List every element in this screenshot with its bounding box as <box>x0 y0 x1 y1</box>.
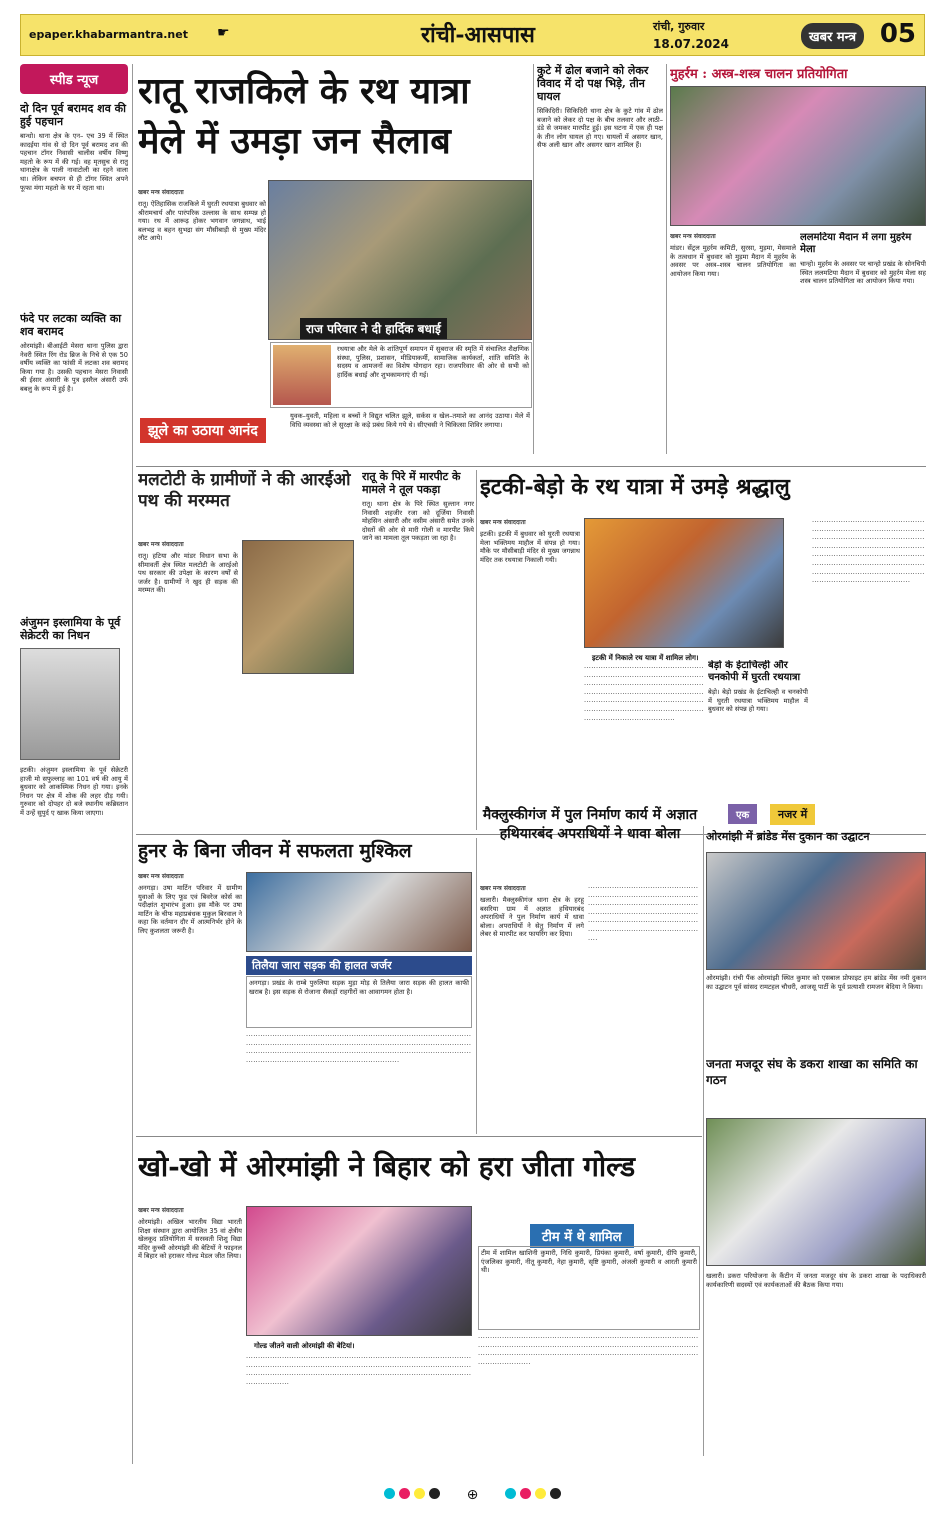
hunar-headline-block <box>138 838 474 872</box>
story-body: रातू। हटिया और मांडर विधान सभा के सीमावर्ती क्षेत्र स्थित मलटोटी के आरईओ पथ सरकार की उपेक्षा के कारण वर्षों से जर्जर है। ग्रामीणों ने खुद ही सड़क की मरम्मत की। <box>138 552 238 595</box>
muharram-block <box>670 64 926 84</box>
ad-portrait <box>273 345 331 405</box>
dhol-story <box>537 64 663 460</box>
muharram-side <box>800 232 926 460</box>
union-body: खलारी। डकरा परियोजना के कैंटीन में जनता मजदूर संघ के डकरा शाखा के पदाधिकारी कार्यकारिणी सदस्यों एवं कार्यकताओं की बैठक किया गया। <box>706 1272 926 1289</box>
story-body: बान्धो। थाना क्षेत्र के एन– एच 39 में स्थित कादईया गांव से दो दिन पूर्व बरामद शव की पहचान टॉगर निवासी चालीस वर्षीय विष्णु महतो के रूप में की गई। वह मृतसुच से रातु थानाक्षेत्र के पाली नावाटोली का रहने वाला था। लेकिन बचपन से ही टॉगर स्थित अपने फूफा मंगा महतो के घर में रहता था। <box>20 132 128 192</box>
union-photo <box>706 1118 926 1266</box>
page-number: 05 <box>879 19 916 49</box>
story-body: बेड़ो। बेड़ो प्रखंड के ईटाचिल्ही व चनकोपी में घुरती रथयात्रा भक्तिमय माहौल में बुधवार को संपन्न हो गया। <box>708 688 808 714</box>
story-body: रातू। ऐतिहासिक राजकिले में घुरती रथयात्रा बुधवार को श्रीरामचार्य और पारंपरिक उल्लास के साथ सम्पन्न हो गया। रथ में आरूढ़ होकर भगवान जगन्नाथ, भाई बलभद्र व बहन सुभद्रा संग मौसीबाड़ी से मुख्य मंदिर लौट आये। <box>138 200 266 243</box>
byline: खबर मन्त्र संवाददाता <box>480 519 526 526</box>
itki-story-right: ·················································································································································································································································································································································································· <box>812 518 925 587</box>
ad-text: रथयात्रा और मेले के शांतिपूर्ण समापन में सुबराज की स्मृति में संचालित शैक्षणिक संस्था, पुलिस, प्रशासन, मीडियाकर्मी, सामाजिक कार्यकर्ता, शांति समिति के सदस्य व आमजनों का विशेष योगदान रहा। राजपरिवार की ओर से सभी को हार्दिक बधाई और शुभकामनाएं दी गई। <box>337 345 529 379</box>
byline: खबर मन्त्र संवाददाता <box>138 1207 184 1214</box>
team-title: टीम में थे शामिल <box>530 1224 634 1248</box>
main-headline[interactable]: रातू राजकिले के रथ यात्रा मेले में उमड़ा जन सैलाब <box>138 70 470 162</box>
photo-caption: राज परिवार ने दी हार्दिक बधाई <box>300 318 447 339</box>
byline: खबर मन्त्र संवाददाता <box>138 541 184 548</box>
team-box <box>478 1246 700 1330</box>
greeting-ad <box>270 342 532 408</box>
shop-body: ओरमांझी। रांची पैंक ओरमांझी स्थित कुमार को एसबाल प्रोफाइट हम ब्रांडेड मेंस नमी दुकान का उद्घाटन पूर्व सांसद रामटहल चौधरी, आजसू पार्टी के पूर्व प्रत्याशी रामजन बेदिया ने किया। <box>706 974 926 991</box>
road-caption: तिलैया जारा सड़क की हालत जर्जर <box>246 956 472 975</box>
road-inset <box>246 976 472 1028</box>
story-headline: अंजुमन इस्लामिया के पूर्व सेक्रेटरी का निधन <box>20 616 121 642</box>
training-photo <box>246 872 472 952</box>
left-column <box>20 64 128 1464</box>
nazar-tag: नजर में <box>770 804 815 825</box>
print-registration-marks: ⊕ <box>20 1484 925 1504</box>
byline: खबर मन्त्र संवाददाता <box>138 873 184 880</box>
photo-caption: गोल्ड जीतने वाली ओरमांझी की बेटियां। <box>254 1342 355 1350</box>
swing-caption: झूले का उठाया आनंद <box>140 418 266 443</box>
story-headline: ललमटिया मैदान में लगा मुहर्रम मेला <box>800 232 912 255</box>
section-title: रांची-आसपास <box>421 22 535 48</box>
story-headline[interactable]: हुनर के बिना जीवन में सफलता मुश्किल <box>138 840 412 862</box>
story-body: ओरमांझी। बीआईटी मेसरा थाना पुलिस द्वारा नेवरी स्थित रिंग रोड ब्रिज के निचे से एक 50 वर्षीय व्यक्ति का फांसी में लटका शव बरामद किया गया है। उसकी पहचान मेसरा निवासी श्री ईसार अंसारी के पुत्र इसरैल अंसारी उर्फ बबलु के रूप में हुई है। <box>20 342 128 393</box>
story-body: सिकिदिरी। सिकिदिरी थाना क्षेत्र के कुटे गांव में ढोल बजाने को लेकर दो पक्ष के बीच तलवार और लाठी–डंडे से जमकर मारपीट हुई। इस घटना में एक ही पक्ष के तीन लोग घायल हो गए। घायलों में असगर खान, सैफ अली खान और असगर खान शामिल हैं। <box>537 107 663 150</box>
team-body: टीम में शामिल खाशिनी कुमारी, निधि कुमारी, प्रियंका कुमारी, वर्षा कुमारी, दीपि कुमारी, एंजलिका कुमारी, नीतू कुमारी, नेहा कुमारी, सृष्टि कुमारी, अंजली कुमारी व आरती कुमारी थी। <box>481 1249 697 1275</box>
story-body: इटकी। इटकी में बुधवार को घुरती रथयात्रा मेला भक्तिमय माहौल में संपन्न हो गया। मौके पर मौसीबाड़ी मंदिर से मुख्य जगन्नाथ मंदिर तक रथयात्रा निकाली गयी। <box>480 530 580 564</box>
mcluskie-headline-block <box>480 806 700 878</box>
byline: खबर मन्त्र संवाददाता <box>138 189 184 196</box>
byline: खबर मन्त्र संवाददाता <box>480 885 526 892</box>
maltoti-story <box>138 540 238 830</box>
mcluskie-story <box>480 884 584 1132</box>
story-headline[interactable]: जनता मजदूर संघ के डकरा शाखा का समिति का गठन <box>706 1057 918 1087</box>
story-body: इटकी। अंजुमन इस्लामिया के पूर्व सेक्रेटरी हाजी मो सफुल्लाह का 101 वर्ष की आयु में बुधवार को आकस्मिक निधन हो गया। इनके निधन पर क्षेत्र में शोक की लहर दौड़ गयी। गुरुवार को दोपहर दो बजे स्थानीय कब्रिस्तान में उन्हें सुपुर्द ए खाक किया जाएगा। <box>20 766 128 817</box>
story-headline: कुटे में ढोल बजाने को लेकर विवाद में दो पक्ष भिड़े, तीन घायल <box>537 64 649 103</box>
khokho-story-cont: ············································································································································································································································································································ <box>246 1354 472 1388</box>
story-body: रातू। थाना क्षेत्र के पिरे स्थित सुल्तान नगर निवासी शहजीर रजा को दूर्जिया निवासी मोहसिन अंसारी और वसीम अंसारी समेत उनके दोस्तों की ओर से मारी गोली व मारपीट किये जाने का मामला तूल पकड़ता जा रहा है। <box>362 500 474 543</box>
shop-photo <box>706 852 926 970</box>
story-body: चान्हो। मुहर्रम के अवसर पर चान्हो प्रखंड के सोनचिपी स्थित ललमटिया मैदान में बुधवार को मुहर्रम मेला सह शस्त्र चालन प्रतियोगिता का आयोजन किया गया। <box>800 260 926 286</box>
masthead-bar <box>20 14 925 56</box>
itki-headline-block <box>480 472 926 516</box>
itki-story <box>480 518 580 828</box>
main-headline-block <box>138 66 528 184</box>
mcluskie-story-cont: ························································································································································································································································································ <box>588 884 699 944</box>
story-headline[interactable]: मलटोटी के ग्रामीणों ने की आरईओ पथ की मरम्मत <box>138 470 351 511</box>
story-body: खलारी। मैक्लुस्कीगंज थाना क्षेत्र के हरहू बसरिया ग्राम में अज्ञात हथियारबंद अपराधियों ने पुल निर्माण कार्य में धावा बोला। अपराधियों ने सेतु निर्माण में लगे लेबर से मारपीट कर फायरिंग कर दिया। <box>480 896 584 939</box>
main-story-text <box>138 188 266 428</box>
story-headline[interactable]: इटकी-बेड़ो के रथ यात्रा में उमड़े श्रद्धालु <box>480 474 790 500</box>
story-headline: मुहर्रम : अस्त्र-शस्त्र चालन प्रतियोगिता <box>670 67 848 82</box>
inset-body: अनगड़ा। प्रखंड के राम्बे पुरुलिया सड़क मुड़ा मोड़ से तिलैया जारा सड़क की हालत काफी खराब है। इस सड़क से रोजाना सैकड़ों राहगीरों का आवागमन होता है। <box>249 979 469 996</box>
union-headline <box>706 1056 926 1112</box>
muharram-photo <box>670 86 926 226</box>
story-headline: रातू के पिरे में मारपीट के मामले ने तूल पकड़ा <box>362 470 461 496</box>
site-url[interactable]: epaper.khabarmantra.net <box>29 28 188 41</box>
khokho-photo <box>246 1206 472 1336</box>
itki-rath-photo <box>584 518 784 648</box>
story-headline[interactable]: खो-खो में ओरमांझी ने बिहार को हरा जीता गोल्ड <box>138 1150 636 1183</box>
story-headline[interactable]: मैक्लुस्कीगंज में पुल निर्माण कार्य में अज्ञात हथियारबंद अपराधियों ने धावा बोला <box>482 807 698 842</box>
story-body: मांडर। सेंट्रल मुहर्रम कमिटी, सुरसा, मुड़मा, मेसमाले के तत्वधान में बुधवार को मुड़मा मैदान में मुहर्रम के अवसर पर अस्त्र–शस्त्र चालन प्रतियोगिता का आयोजन किया गया। <box>670 244 796 278</box>
brand-logo: खबर मन्त्र <box>801 23 864 49</box>
byline: खबर मन्त्र संवाददाता <box>670 233 716 240</box>
orm-shop-headline <box>706 830 926 850</box>
story-headline: दो दिन पूर्व बरामद शव की हुई पहचान <box>20 102 126 128</box>
hunar-story-cont: ·························································································································································································································································································································································· <box>246 1032 472 1066</box>
khokho-headline-block <box>138 1140 702 1200</box>
speed-news-badge: स्पीड न्यूज <box>20 64 128 94</box>
story-body: ओरमांझी। अखिल भारतीय विद्या भारती शिक्षा संस्थान द्वारा आयोजित 35 वां क्षेत्रीय खेलकूद प्रतियोगिता में सरस्वती शिशु विद्या मंदिर कुच्ची ओरमांझी की बेटियों ने फाइनल में बिहार को हराकर गोल्ड मेडल जीत लिया। <box>138 1218 242 1261</box>
road-repair-photo <box>242 540 354 674</box>
city-day: रांची, गुरुवार <box>653 20 705 33</box>
story-headline: बेड़ो के ईटाचिल्ही और चनकोपी में घुरती रथयात्रा <box>708 660 801 683</box>
photo-caption: इटकी में निकाले रथ यात्रा में शामिल लोग। <box>592 654 699 662</box>
maltoti-headline-block <box>138 470 358 530</box>
khokho-story <box>138 1206 242 1462</box>
story-headline[interactable]: ओरमांझी में ब्रांडेड मेंस दुकान का उद्घाटन <box>706 830 870 843</box>
ratu-firing-story <box>362 470 474 830</box>
pointer-icon: ☛ <box>217 25 230 41</box>
rath-yatra-photo <box>268 180 532 340</box>
story-headline: फंदे पर लटका व्यक्ति का शव बरामद <box>20 312 122 338</box>
portrait-photo <box>20 648 120 760</box>
issue-date: 18.07.2024 <box>653 37 729 51</box>
muharram-story <box>670 232 796 460</box>
khokho-story-right: ·········································································································································································································································································································· <box>478 1334 699 1368</box>
ek-tag: एक <box>728 804 757 824</box>
hunar-story <box>138 872 242 1130</box>
itki-story-cont: ·················································································································································································································································································································································· <box>584 664 704 724</box>
swing-body: युवक–युवती, महिला व बच्चों ने विद्युत चलित झूले, सर्कस व खेल–तमाशे का आनंद उठाया। मेले में विधि व्यवस्था को ले सुरक्षा के कड़े प्रबंध किये गये थे। सीएचसी ने चिकित्सा शिविर लगाया। <box>290 412 530 429</box>
story-body: अनगड़ा। उषा मार्टिन परिवार में ग्रामीण युवाओं के लिए फूड एवं बिवरेज कोर्स का पदीक्षांत शुभारंभ हुआ। इस मौके पर उषा मार्टिन के चीफ महाप्रबंधक मुकुल बिरवाल ने कहा कि वर्तमान दौर में आत्मनिर्भर होने के लिए कुशलता जरूरी है। <box>138 884 242 935</box>
